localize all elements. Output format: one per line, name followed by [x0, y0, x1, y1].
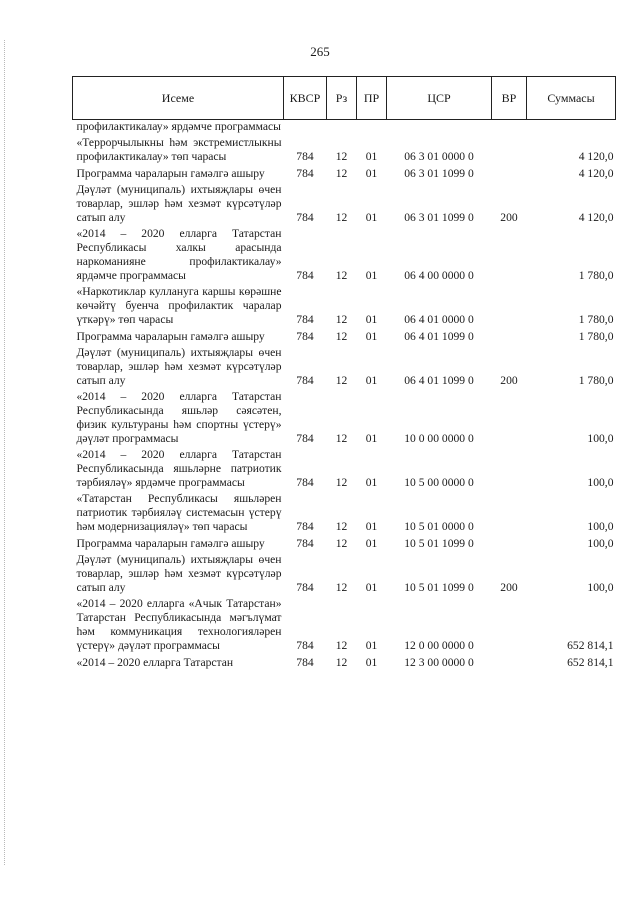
cell-rz: 12: [335, 520, 348, 533]
cell-csr: 06 4 01 1099 0: [404, 330, 474, 343]
column-header-kvsr: КВСР: [284, 77, 327, 120]
cell-pr: 01: [365, 639, 378, 652]
cell-sum: 100,0: [587, 581, 614, 594]
column-header-pr: ПР: [357, 77, 387, 120]
table-row: [73, 120, 616, 137]
column-header-csr: ЦСР: [387, 77, 492, 120]
cell-kvsr: 784: [296, 330, 314, 343]
cell-kvsr: 784: [296, 211, 314, 224]
column-header-vr: ВР: [492, 77, 527, 120]
cell-sum: 652 814,1: [567, 656, 614, 669]
cell-name: «2014 – 2020 елларга Татарстан Республикасында яшьләр сәясәтен, физик культураны һәм спортны үстерү» дәүләт программасы: [76, 390, 282, 445]
cell-rz: 12: [335, 639, 348, 652]
cell-vr: 200: [500, 374, 518, 387]
cell-sum: 1 780,0: [578, 374, 614, 387]
cell-sum: 1 780,0: [578, 313, 614, 326]
cell-csr: 06 3 01 0000 0: [404, 150, 474, 163]
cell-kvsr: 784: [296, 656, 314, 669]
cell-csr: 06 3 01 1099 0: [404, 167, 474, 180]
cell-vr: [492, 329, 527, 346]
cell-csr: 12 0 00 0000 0: [404, 639, 474, 652]
cell-name: Программа чараларын гамәлгә ашыру: [76, 330, 265, 343]
cell-vr: [492, 120, 527, 137]
cell-pr: 01: [365, 432, 378, 445]
cell-vr: 200: [500, 211, 518, 224]
cell-rz: 12: [335, 656, 348, 669]
cell-vr: [492, 655, 527, 672]
cell-kvsr: 784: [296, 476, 314, 489]
cell-sum: 100,0: [587, 432, 614, 445]
cell-csr: 06 4 00 0000 0: [404, 269, 474, 282]
table-row: [73, 136, 616, 166]
scan-margin-dots: [4, 40, 5, 865]
cell-kvsr: 784: [296, 374, 314, 387]
cell-kvsr: 784: [296, 537, 314, 550]
cell-kvsr: [284, 120, 327, 137]
cell-rz: 12: [335, 581, 348, 594]
cell-csr: 10 5 01 0000 0: [404, 520, 474, 533]
cell-rz: 12: [335, 150, 348, 163]
cell-name: Программа чараларын гамәлгә ашыру: [76, 537, 265, 550]
cell-kvsr: 784: [296, 520, 314, 533]
cell-name: «2014 – 2020 елларга «Ачык Татарстан» Татарстан Республикасында мәгълүмат һәм коммуникация технологияләрен үстерү» дәүләт программасы: [76, 597, 282, 652]
cell-sum: 1 780,0: [578, 269, 614, 282]
cell-vr: [492, 390, 527, 448]
cell-kvsr: 784: [296, 639, 314, 652]
cell-pr: [357, 120, 387, 137]
cell-name: Программа чараларын гамәлгә ашыру: [76, 167, 265, 180]
cell-pr: 01: [365, 581, 378, 594]
cell-rz: 12: [335, 374, 348, 387]
cell-vr: [492, 285, 527, 329]
cell-sum: 100,0: [587, 537, 614, 550]
table-row: [73, 448, 616, 492]
cell-csr: 10 5 01 1099 0: [404, 537, 474, 550]
cell-rz: 12: [335, 330, 348, 343]
cell-pr: 01: [365, 330, 378, 343]
cell-name: «Террорчылыкны һәм экстремистлыкны профилактикалау» төп чарасы: [76, 136, 282, 163]
cell-csr: 12 3 00 0000 0: [404, 656, 474, 669]
cell-pr: 01: [365, 656, 378, 669]
cell-vr: [492, 166, 527, 183]
column-header-name: Исеме: [73, 77, 284, 120]
table-row: [73, 597, 616, 655]
column-header-sum: Суммасы: [527, 77, 616, 120]
table-row: [73, 492, 616, 536]
column-header-rz: Рз: [327, 77, 357, 120]
table-row: [73, 346, 616, 390]
cell-pr: 01: [365, 476, 378, 489]
cell-kvsr: 784: [296, 150, 314, 163]
cell-rz: 12: [335, 432, 348, 445]
cell-pr: 01: [365, 374, 378, 387]
cell-csr: 10 5 01 1099 0: [404, 581, 474, 594]
cell-pr: 01: [365, 313, 378, 326]
cell-sum: 4 120,0: [578, 211, 614, 224]
cell-sum: 1 780,0: [578, 330, 614, 343]
cell-sum: 4 120,0: [578, 150, 614, 163]
cell-sum: 100,0: [587, 476, 614, 489]
cell-sum: 652 814,1: [567, 639, 614, 652]
cell-pr: 01: [365, 269, 378, 282]
cell-rz: 12: [335, 313, 348, 326]
cell-kvsr: 784: [296, 581, 314, 594]
cell-vr: [492, 597, 527, 655]
table-row: [73, 553, 616, 597]
cell-csr: 10 0 00 0000 0: [404, 432, 474, 445]
cell-vr: [492, 448, 527, 492]
cell-name: Дәүләт (муниципаль) ихтыяҗлары өчен товарлар, эшләр һәм хезмәт күрсәтүләр сатып алу: [76, 183, 282, 224]
cell-kvsr: 784: [296, 167, 314, 180]
table-row: [73, 655, 616, 672]
cell-vr: [492, 536, 527, 553]
table-header-row: [73, 77, 616, 120]
cell-pr: 01: [365, 167, 378, 180]
cell-kvsr: 784: [296, 313, 314, 326]
cell-csr: 06 4 01 1099 0: [404, 374, 474, 387]
page-number: 265: [310, 44, 330, 59]
cell-name: «2014 – 2020 елларга Татарстан Республикасында яшьләрне патриотик тәрбияләү» ярдәмче программасы: [76, 448, 282, 489]
cell-sum: 4 120,0: [578, 167, 614, 180]
cell-name: Дәүләт (муниципаль) ихтыяҗлары өчен товарлар, эшләр һәм хезмәт күрсәтүләр сатып алу: [76, 346, 282, 387]
cell-pr: 01: [365, 211, 378, 224]
table-row: [73, 285, 616, 329]
table-row: [73, 183, 616, 227]
cell-vr: [492, 227, 527, 285]
table-body: [73, 120, 616, 673]
cell-rz: 12: [335, 537, 348, 550]
cell-vr: [492, 492, 527, 536]
cell-kvsr: 784: [296, 269, 314, 282]
cell-name: «2014 – 2020 елларга Татарстан: [76, 656, 234, 669]
table-row: [73, 166, 616, 183]
table-row: [73, 390, 616, 448]
cell-rz: 12: [335, 167, 348, 180]
cell-kvsr: 784: [296, 432, 314, 445]
cell-pr: 01: [365, 520, 378, 533]
cell-rz: 12: [335, 269, 348, 282]
cell-name: «2014 – 2020 елларга Татарстан Республикасы халкы арасында наркоманияне профилактикалау» ярдәмче программасы: [76, 227, 282, 282]
cell-rz: 12: [335, 211, 348, 224]
table-row: [73, 536, 616, 553]
cell-rz: 12: [335, 476, 348, 489]
cell-name: «Татарстан Республикасы яшьләрен патриотик тәрбияләү системасын үстерү һәм модернизацияләү» төп чарасы: [76, 492, 282, 533]
cell-csr: 06 3 01 1099 0: [404, 211, 474, 224]
cell-csr: [387, 120, 492, 137]
cell-vr: 200: [500, 581, 518, 594]
budget-table: [72, 76, 616, 672]
cell-csr: 06 4 01 0000 0: [404, 313, 474, 326]
cell-pr: 01: [365, 537, 378, 550]
cell-name: Дәүләт (муниципаль) ихтыяҗлары өчен товарлар, эшләр һәм хезмәт күрсәтүләр сатып алу: [76, 553, 282, 594]
cell-sum: 100,0: [587, 520, 614, 533]
table-row: [73, 227, 616, 285]
cell-sum: [527, 120, 616, 137]
cell-vr: [492, 136, 527, 166]
cell-csr: 10 5 00 0000 0: [404, 476, 474, 489]
table-row: [73, 329, 616, 346]
cell-rz: [327, 120, 357, 137]
cell-pr: 01: [365, 150, 378, 163]
cell-name: профилактикалау» ярдәмче программасы: [76, 120, 281, 133]
cell-name: «Наркотиклар куллануга каршы көрәшне көчәйтү буенча профилактик чаралар үткәрү» төп чарасы: [76, 285, 282, 326]
